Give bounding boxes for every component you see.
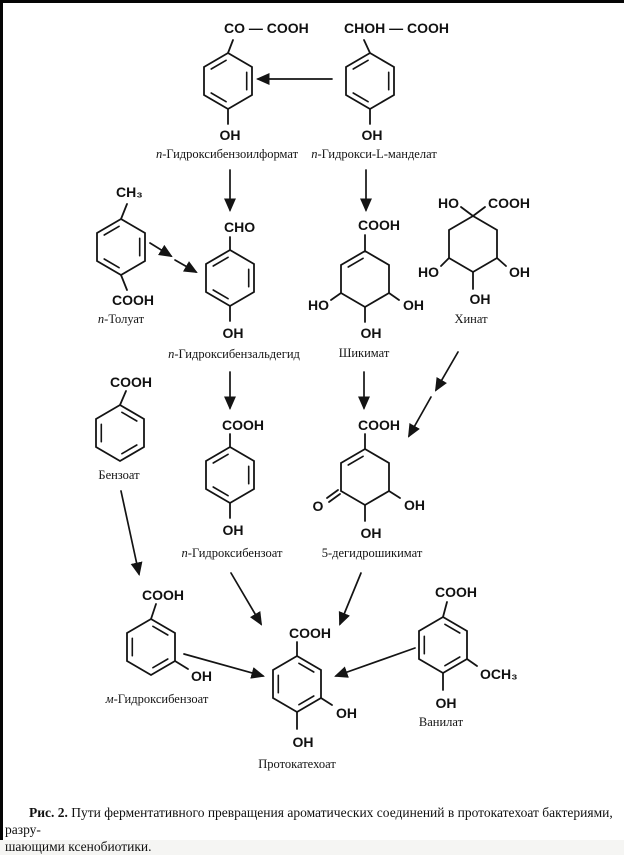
formula-cooh: COOH [222, 417, 264, 433]
benzene-ring [273, 656, 321, 712]
caption-line-1 [5, 804, 620, 838]
formula-oh-bottom: OH [360, 325, 382, 341]
cyclohexenone-ring [341, 449, 389, 505]
benzene-ring [346, 53, 394, 109]
formula-oh-right: OH [403, 297, 424, 313]
formula-oh-3: OH [336, 705, 357, 721]
formula-cooh: COOH [289, 625, 331, 641]
compound-label: п-Толуат [97, 312, 145, 326]
formula-cooh: COOH [358, 217, 400, 233]
compound-label: п-Гидрокси-L-манделат [311, 147, 437, 161]
structure-p-hydroxybenzoylformate [156, 20, 309, 161]
structure-5-dehydroshikimate [313, 417, 425, 560]
caption-text-2: шающими ксенобиотики. [5, 839, 152, 854]
arrow-vanillate-to-protocatechuate [336, 648, 415, 676]
arrow-benzoate-to-m-hydroxybenzoate [121, 491, 139, 574]
caption-figure-number: Рис. 2. [29, 805, 68, 820]
formula-cooh: COOH [488, 195, 530, 211]
caption-text-1: Пути ферментативного превращения ароматических соединений в протокатехоат бактериями, разру- [5, 805, 613, 837]
formula-cooh: COOH [435, 584, 477, 600]
formula-co-cooh: CO — COOH [224, 20, 309, 36]
structure-shikimate [308, 217, 424, 360]
benzene-ring [97, 219, 145, 275]
formula-ch3: CH₃ [116, 184, 143, 200]
arrow-hydroxybenzoate-to-protocatechuate [231, 573, 261, 624]
arrow-toluate-step2 [175, 260, 196, 272]
arrow-toluate-step1 [150, 243, 171, 256]
structure-vanillate [419, 584, 518, 729]
formula-cooh: COOH [112, 292, 154, 308]
compound-label: Хинат [454, 312, 488, 326]
arrow-quinate-step2 [409, 397, 431, 436]
compound-label: п-Гидроксибензоилформат [155, 147, 299, 161]
structure-p-hydroxybenzaldehyde [168, 219, 300, 361]
formula-cooh: COOH [110, 374, 152, 390]
structure-p-toluate [97, 184, 154, 326]
benzene-ring [206, 250, 254, 306]
formula-oh: OH [222, 325, 244, 341]
benzene-ring [127, 619, 175, 675]
formula-oh-bottom: OH [469, 291, 491, 307]
cyclohexane-ring [449, 216, 497, 272]
formula-ho-top: HO [438, 195, 459, 211]
compound-label: м-Гидроксибензоат [105, 692, 209, 706]
formula-oh: OH [219, 127, 241, 143]
compound-label: Протокатехоат [258, 757, 336, 771]
benzene-ring [419, 617, 467, 673]
formula-oh-4: OH [292, 734, 314, 750]
benzene-ring [96, 405, 144, 461]
arrow-dehydroshikimate-to-protocatechuate [340, 573, 361, 624]
compound-label: Шикимат [338, 346, 390, 360]
formula-och3: OCH₃ [480, 666, 518, 682]
arrow-quinate-step1 [436, 352, 458, 390]
compound-label: Бензоат [98, 468, 140, 482]
formula-oh: OH [361, 127, 383, 143]
structure-protocatechuate [258, 625, 357, 771]
formula-oh-bottom: OH [360, 525, 382, 541]
cyclohexene-ring [341, 251, 389, 307]
formula-oh: OH [435, 695, 457, 711]
compound-label: Ванилат [418, 715, 464, 729]
compound-label: п-Гидроксибензоат [181, 546, 283, 560]
structure-quinate [418, 195, 530, 326]
formula-oh-right: OH [404, 497, 425, 513]
structure-benzoate [96, 374, 152, 482]
formula-oh: OH [222, 522, 244, 538]
formula-ho-left: HO [418, 264, 439, 280]
figure-caption [5, 804, 620, 855]
structure-p-hydroxy-l-mandelate [311, 20, 449, 161]
compound-label: 5-дегидрошикимат [321, 546, 423, 560]
formula-oh: OH [191, 668, 212, 684]
benzene-ring [206, 447, 254, 503]
caption-line-2 [5, 838, 620, 855]
formula-choh-cooh: CHOH — COOH [344, 20, 449, 36]
benzene-ring [204, 53, 252, 109]
formula-cho: CHO [224, 219, 256, 235]
formula-ho: HO [308, 297, 329, 313]
formula-cooh: COOH [142, 587, 184, 603]
formula-o-keto: O [312, 498, 324, 514]
formula-oh-right: OH [509, 264, 530, 280]
structure-m-hydroxybenzoate [105, 587, 212, 706]
structure-p-hydroxybenzoate [182, 417, 283, 560]
formula-cooh: COOH [358, 417, 400, 433]
compound-label: п-Гидроксибензальдегид [168, 347, 300, 361]
